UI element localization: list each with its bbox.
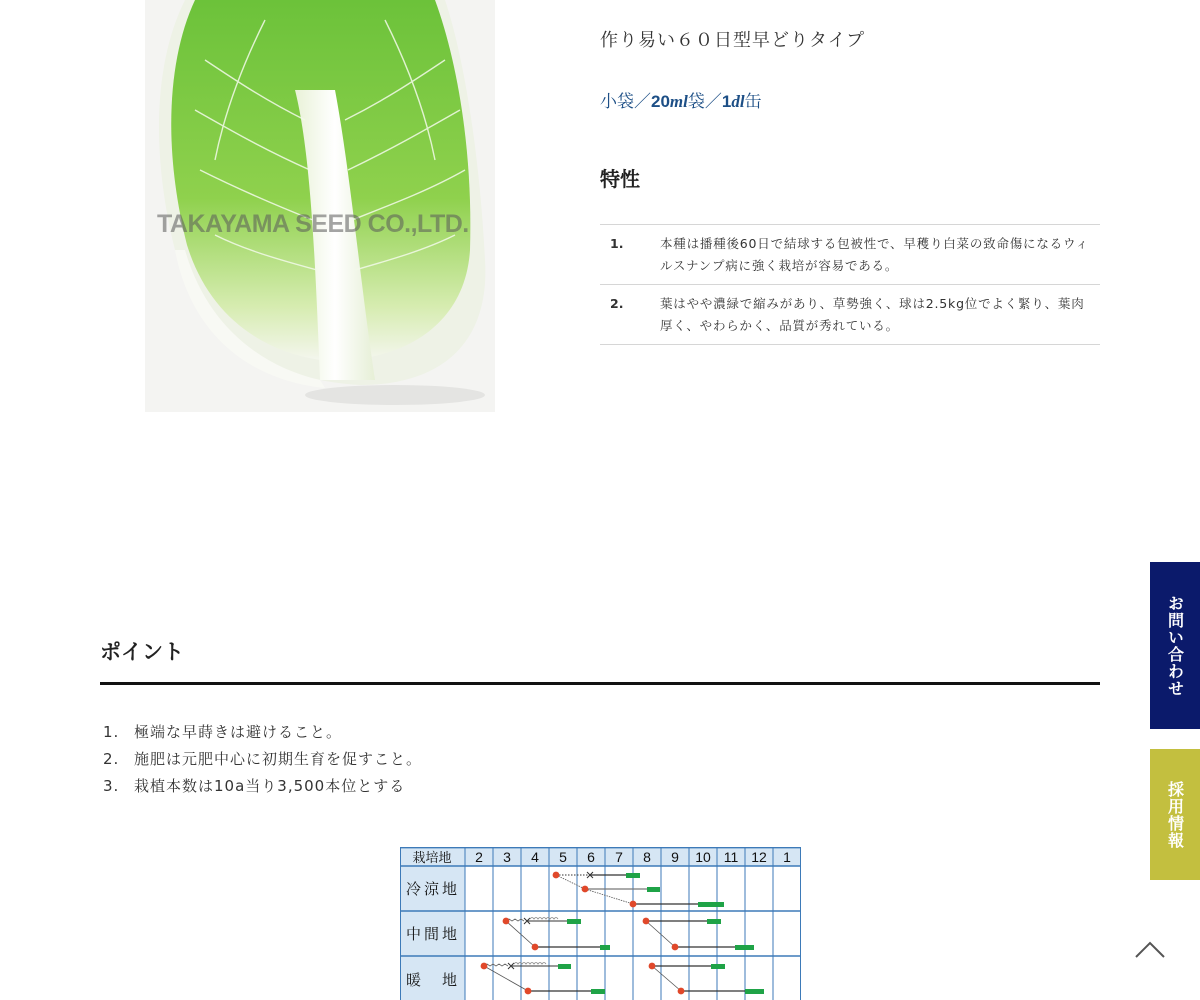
product-info	[600, 28, 1100, 192]
svg-text:冷涼地: 冷涼地	[405, 880, 461, 898]
feature-item	[600, 285, 1100, 345]
recruit-button[interactable]: 採用情報	[1150, 749, 1200, 880]
package-small: 小袋	[600, 92, 634, 112]
svg-text:中間地: 中間地	[405, 925, 461, 943]
svg-text:4: 4	[531, 849, 539, 865]
contact-button[interactable]: お問い合わせ	[1150, 562, 1200, 729]
point-item	[100, 773, 1100, 800]
feature-number: 1.	[610, 236, 624, 251]
points-title: ポイント	[100, 636, 1100, 685]
feature-text: 葉はやや濃緑で縮みがあり、草勢強く、球は2.5kg位でよく緊り、葉肉厚く、やわらかく、品質が秀れている。	[660, 296, 1085, 333]
svg-text:9: 9	[671, 849, 679, 865]
points-list	[100, 719, 1100, 800]
package-can-unit: dl	[731, 92, 745, 111]
page-top-button[interactable]	[1134, 938, 1166, 960]
package-can-label: 缶	[744, 92, 762, 112]
point-text: 施肥は元肥中心に初期生育を促すこと。	[134, 750, 423, 768]
calendar-chart	[400, 847, 801, 1000]
separator: ／	[704, 92, 722, 112]
point-item	[100, 719, 1100, 746]
feature-item	[600, 225, 1100, 285]
catch-copy: 作り易い６０日型早どりタイプ	[600, 30, 866, 51]
cabbage-illustration	[145, 0, 495, 412]
calendar-header-label: 栽培地	[412, 851, 452, 866]
svg-text:12: 12	[751, 849, 767, 865]
point-number: 1.	[103, 723, 120, 741]
feature-number: 2.	[610, 296, 624, 311]
point-text: 栽植本数は10a当り3,500本位とする	[134, 777, 406, 795]
package-bag-unit: ml	[669, 92, 688, 111]
point-number: 3.	[103, 777, 120, 795]
package-can-amount: 1	[721, 92, 732, 111]
svg-text:11: 11	[723, 849, 739, 865]
features-list	[600, 224, 1100, 345]
svg-text:6: 6	[587, 849, 595, 865]
svg-text:3: 3	[503, 849, 511, 865]
package-bag-label: 袋	[687, 92, 705, 112]
cultivation-calendar	[400, 847, 801, 1000]
feature-text: 本種は播種後60日で結球する包被性で、早穫り白菜の致命傷になるウィルスナンプ病に強く栽培が容易である。	[660, 236, 1089, 273]
svg-text:暖 地: 暖 地	[405, 971, 461, 989]
svg-text:7: 7	[615, 849, 623, 865]
separator: ／	[634, 92, 651, 112]
svg-text:1: 1	[783, 849, 791, 865]
svg-text:10: 10	[695, 849, 711, 865]
product-image	[145, 0, 495, 412]
points-section	[100, 636, 1100, 800]
point-text: 極端な早蒔きは避けること。	[134, 723, 343, 741]
svg-text:8: 8	[643, 849, 651, 865]
chevron-up-icon	[1134, 938, 1166, 960]
watermark: TAKAYAMA SEED CO.,LTD.	[157, 210, 469, 238]
point-number: 2.	[103, 750, 120, 768]
package-sizes	[600, 89, 1100, 115]
svg-text:2: 2	[475, 849, 483, 865]
package-bag-amount: 20	[651, 92, 670, 111]
svg-text:5: 5	[559, 849, 567, 865]
features-title: 特性	[600, 167, 640, 191]
point-item	[100, 746, 1100, 773]
